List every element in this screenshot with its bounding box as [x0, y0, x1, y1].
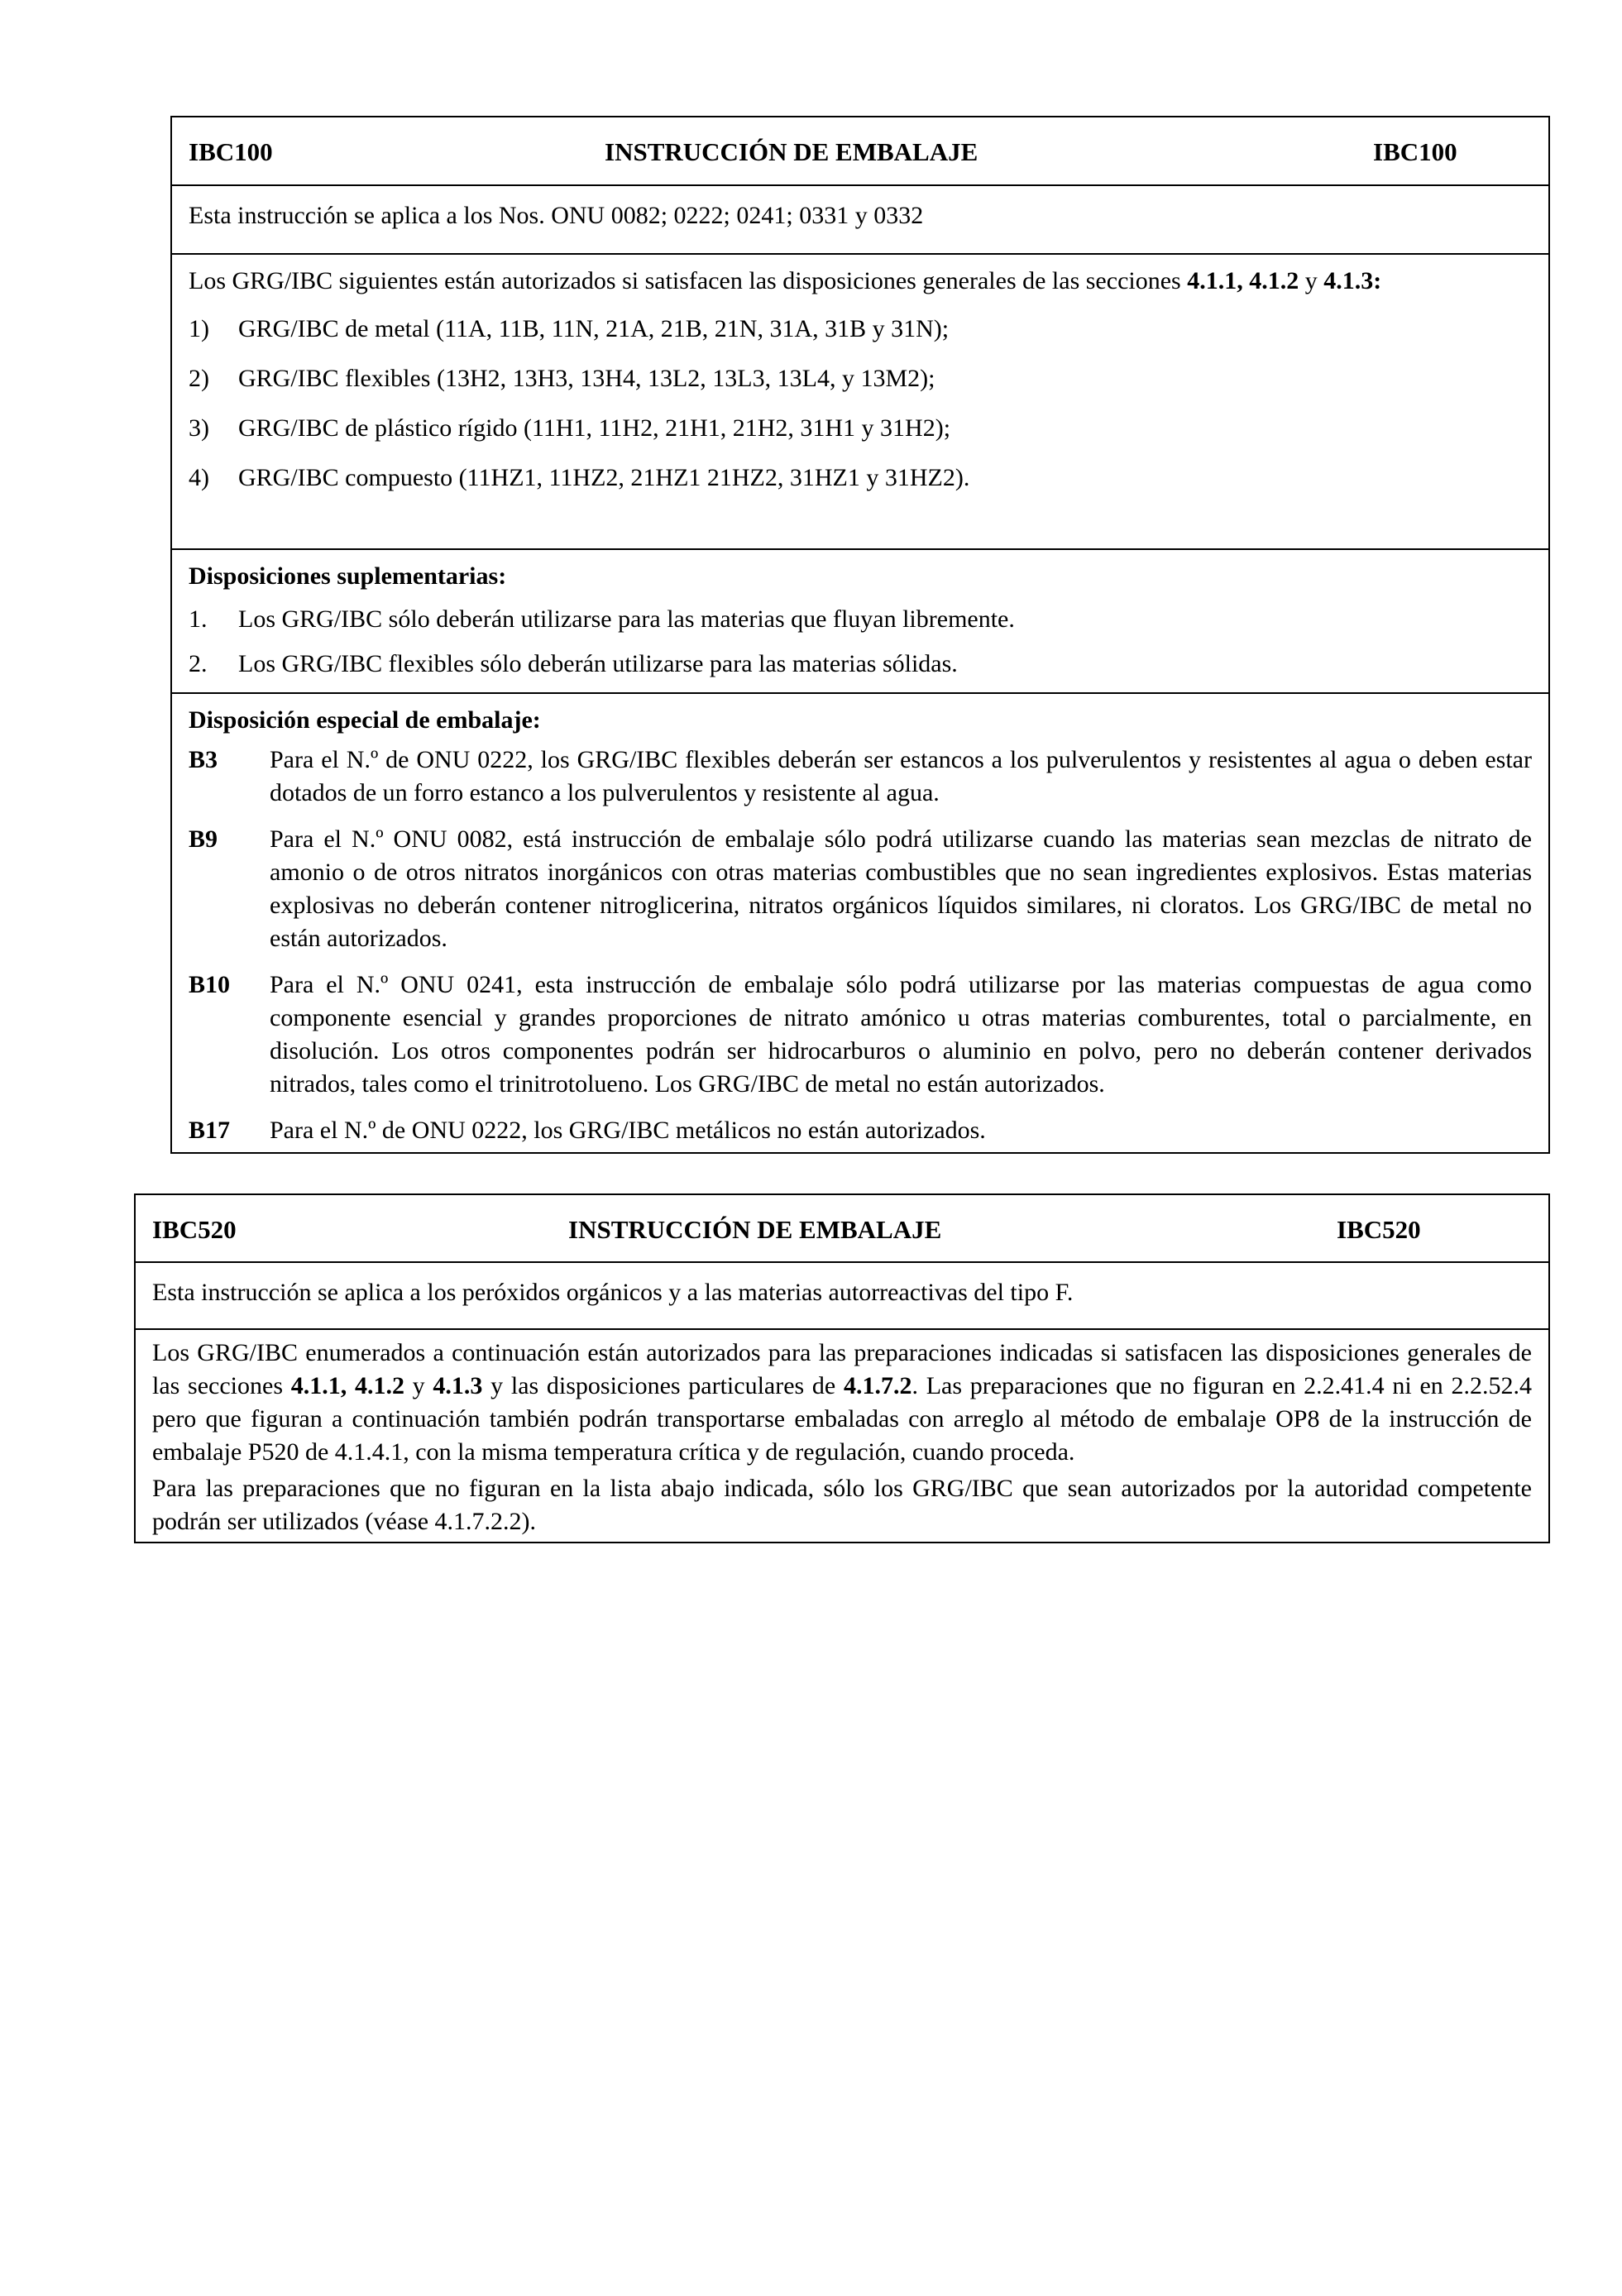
list-item: 4) GRG/IBC compuesto (11HZ1, 11HZ2, 21HZ1 21HZ2, 31HZ1 y 31HZ2). — [189, 464, 970, 491]
code-left: IBC520 — [152, 1215, 237, 1244]
ibc520-header — [136, 1195, 1548, 1261]
code-left: IBC100 — [189, 137, 273, 166]
supplementary-row — [172, 548, 1548, 692]
ibc100-table — [170, 116, 1550, 1154]
applies-row — [136, 1261, 1548, 1328]
list-item: 2. Los GRG/IBC flexibles sólo deberán utilizarse para las materias sólidas. — [189, 650, 958, 677]
authorized-text: Los GRG/IBC siguientes están autorizados si satisfacen las disposiciones generales de las secciones 4.1.1, 4.1.2 y 4.1.3: — [189, 267, 1382, 294]
list-item: 1. Los GRG/IBC sólo deberán utilizarse para las materias que fluyan libremente. — [189, 605, 1015, 633]
list-item: 2) GRG/IBC flexibles (13H2, 13H3, 13H4, 13L2, 13L3, 13L4, y 13M2); — [189, 365, 935, 392]
special-row — [172, 692, 1548, 1152]
special-provision: B3 Para el N.º de ONU 0222, los GRG/IBC flexibles deberán ser estancos a los pulverulentos y resistentes al agua o deben estar dotados de un forro estanco a los pulverulentos y resistente al agua. — [189, 746, 1532, 806]
special-provision: B17 Para el N.º de ONU 0222, los GRG/IBC metálicos no están autorizados. — [189, 1117, 986, 1144]
table-title: INSTRUCCIÓN DE EMBALAJE — [568, 1215, 942, 1244]
supplementary-title: Disposiciones suplementarias: — [189, 562, 507, 590]
list-item: 3) GRG/IBC de plástico rígido (11H1, 11H2, 21H1, 21H2, 31H1 y 31H2); — [189, 414, 951, 442]
code-right: IBC520 — [1337, 1215, 1421, 1244]
applies-row — [172, 184, 1548, 253]
authorized-row — [172, 253, 1548, 548]
table-title: INSTRUCCIÓN DE EMBALAJE — [605, 137, 978, 166]
special-provision: B10 Para el N.º ONU 0241, esta instrucción de embalaje sólo podrá utilizarse por las materias compuestas de agua como componente esencial y grandes proporciones de nitrato amónico u otras materias comburentes, total o parcialmente, en disolución. Los otros componentes podrán ser hidrocarburos o aluminio en polvo, pero no deberán contener derivados nitrados, tales como el trinitrotolueno. Los GRG/IBC de metal no están autorizados. — [189, 971, 1532, 1098]
special-title: Disposición especial de embalaje: — [189, 706, 541, 734]
paragraph: Para las preparaciones que no figuran en la lista abajo indicada, sólo los GRG/IBC que sean autorizados por la autoridad competente podrán ser utilizados (véase 4.1.7.2.2). — [152, 1475, 1532, 1535]
ibc520-table — [134, 1193, 1550, 1543]
paragraph: Los GRG/IBC enumerados a continuación están autorizados para las preparaciones indicadas si satisfacen las disposiciones generales de las secciones 4.1.1, 4.1.2 y 4.1.3 y las disposiciones particulares de 4.1.7.2. Las preparaciones que no figuran en 2.2.41.4 ni en 2.2.52.4 pero que figuran a continuación también podrán transportarse embaladas con arreglo al método de embalaje OP8 de la instrucción de embalaje P520 de 4.1.4.1, con la misma temperatura crítica y de regulación, cuando proceda. — [152, 1339, 1532, 1466]
code-right: IBC100 — [1373, 137, 1457, 166]
special-provision: B9 Para el N.º ONU 0082, está instrucción de embalaje sólo podrá utilizarse cuando las materias sean mezclas de nitrato de amonio o de otros nitratos inorgánicos con otras materias combustibles que no sean ingredientes explosivos. Estas materias explosivas no deberán contener nitroglicerina, nitratos orgánicos líquidos similares, ni cloratos. Los GRG/IBC de metal no están autorizados. — [189, 825, 1532, 952]
applies-text: Esta instrucción se aplica a los peróxidos orgánicos y a las materias autorreactivas del tipo F. — [152, 1279, 1074, 1306]
applies-text: Esta instrucción se aplica a los Nos. ONU 0082; 0222; 0241; 0331 y 0332 — [189, 202, 924, 229]
list-item: 1) GRG/IBC de metal (11A, 11B, 11N, 21A, 21B, 21N, 31A, 31B y 31N); — [189, 315, 950, 342]
body-row — [136, 1328, 1548, 1542]
ibc100-header — [172, 117, 1548, 184]
